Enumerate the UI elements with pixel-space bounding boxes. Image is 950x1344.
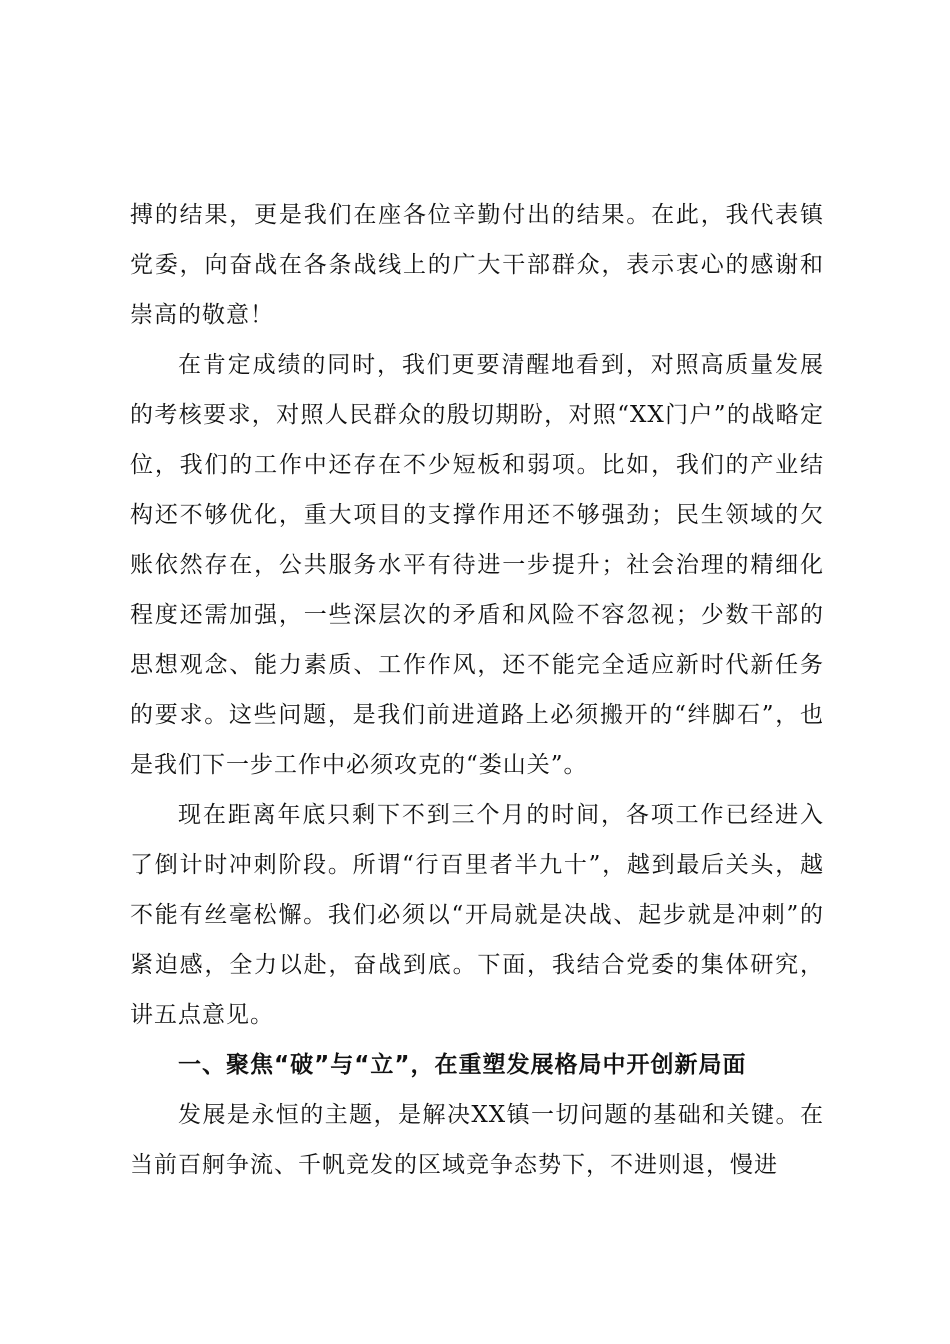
paragraph-closing-thanks: 搏的结果，更是我们在座各位辛勤付出的结果。在此，我代表镇党委，向奋战在各条战线上的广大干部群众，表示衷心的感谢和崇高的敬意！ <box>130 202 824 328</box>
paragraph-year-end-sprint: 现在距离年底只剩下不到三个月的时间，各项工作已经进入了倒计时冲刺阶段。所谓“行百里者半九十”，越到最后关头，越不能有丝毫松懈。我们必须以“开局就是决战、起步就是冲刺”的紧迫感，全力以赴，奋战到底。下面，我结合党委的集体研究，讲五点意见。 <box>130 802 824 1028</box>
section-heading-one: 一、聚焦“破”与“立”，在重塑发展格局中开创新局面 <box>178 1052 747 1078</box>
paragraph-development-theme: 发展是永恒的主题，是解决XX镇一切问题的基础和关键。在当前百舸争流、千帆竞发的区域竞争态势下，不进则退，慢进 <box>130 1102 824 1178</box>
document-body <box>130 190 824 1190</box>
paragraph-shortcomings: 在肯定成绩的同时，我们更要清醒地看到，对照高质量发展的考核要求，对照人民群众的殷切期盼，对照“XX门户”的战略定位，我们的工作中还存在不少短板和弱项。比如，我们的产业结构还不够优化，重大项目的支撑作用还不够强劲；民生领域的欠账依然存在，公共服务水平有待进一步提升；社会治理的精细化程度还需加强，一些深层次的矛盾和风险不容忽视；少数干部的思想观念、能力素质、工作作风，还不能完全适应新时代新任务的要求。这些问题，是我们前进道路上必须搬开的“绊脚石”，也是我们下一步工作中必须攻克的“娄山关”。 <box>130 352 824 778</box>
